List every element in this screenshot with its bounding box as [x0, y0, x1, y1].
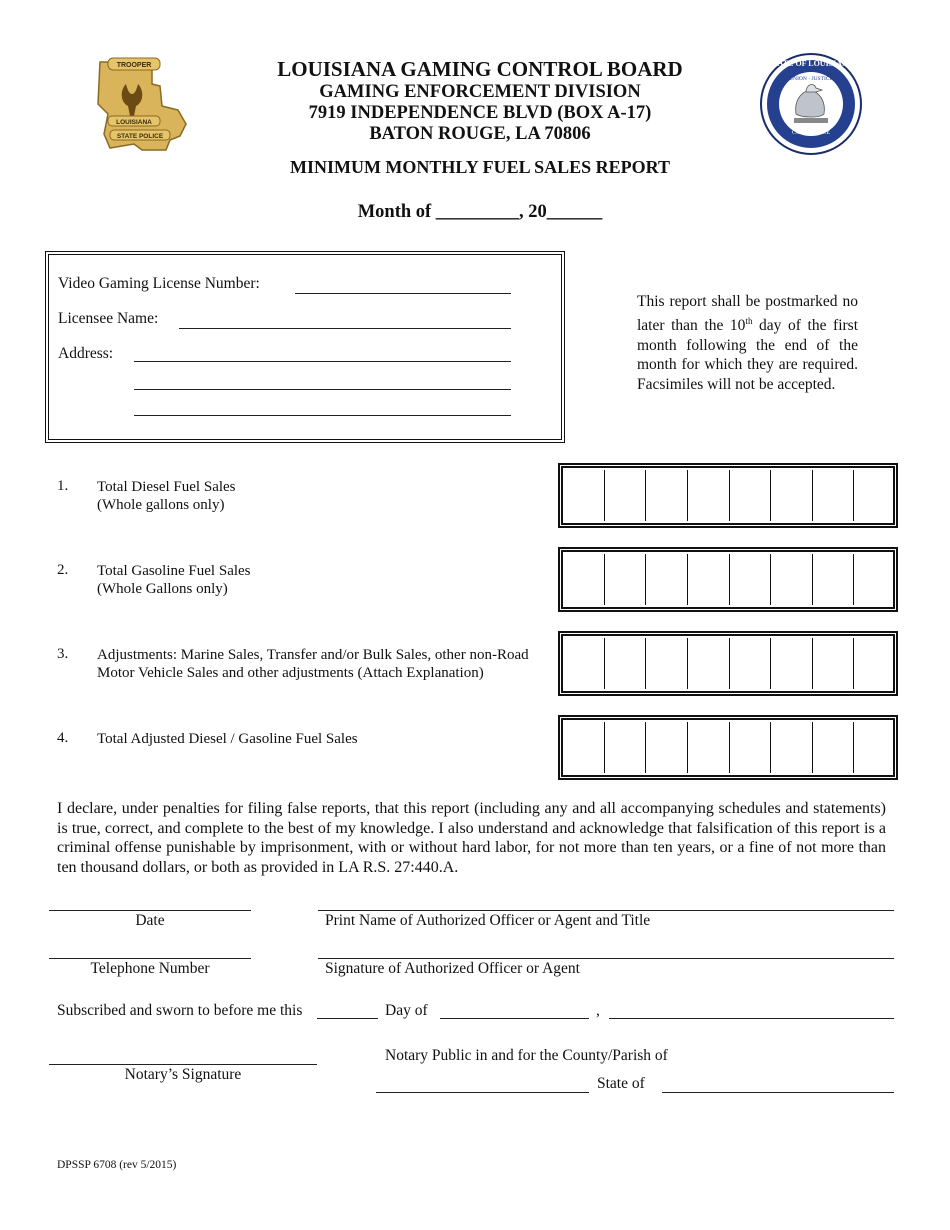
item-1-entry-box — [558, 463, 898, 528]
notary-signature-label: Notary’s Signature — [124, 1066, 242, 1083]
sworn-year-field[interactable] — [609, 1018, 894, 1019]
address-label: Address: — [58, 345, 114, 362]
state-field[interactable] — [662, 1092, 894, 1093]
postmark-notice-part2: day of the first month following the end of the month for which they are required. Facsimiles will not be accepted. — [637, 316, 859, 393]
item-4-entry-box — [558, 715, 898, 780]
agency-address-street: 7919 INDEPENDENCE BLVD (BOX A-17) — [308, 103, 652, 123]
address-field-line-1[interactable] — [134, 361, 511, 362]
report-title: MINIMUM MONTHLY FUEL SALES REPORT — [289, 157, 671, 177]
print-name-label: Print Name of Authorized Officer or Agent and Title — [325, 912, 651, 929]
item-4-digit-4[interactable] — [688, 722, 730, 773]
address-field-line-3[interactable] — [134, 415, 511, 416]
item-2-digit-8[interactable] — [854, 554, 891, 605]
postmark-notice-sup: th — [745, 315, 753, 326]
item-2-digit-4[interactable] — [688, 554, 730, 605]
item-1-line2: (Whole gallons only) — [97, 497, 225, 513]
agency-address-city: BATON ROUGE, LA 70806 — [369, 124, 591, 144]
item-1-line1: Total Diesel Fuel Sales — [97, 479, 236, 495]
item-1-digit-5[interactable] — [730, 470, 771, 521]
item-3-line1: Adjustments: Marine Sales, Transfer and/or Bulk Sales, other non-Road — [97, 647, 529, 663]
licensee-name-field[interactable] — [179, 328, 511, 329]
item-3-digit-6[interactable] — [771, 638, 813, 689]
item-1-digit-7[interactable] — [813, 470, 854, 521]
item-2-number: 2. — [57, 562, 69, 578]
declaration-text: I declare, under penalties for filing false reports, that this report (including any and all accompanying schedules and statements) is true, correct, and complete to the best of my knowledge. I also understand and acknowledge that falsification of this report is a criminal offense punishable by imprisonment, with or without hard labor, for not more than ten years, or a fine of not more than ten thousand dollars, or both as provided in LA R.S. 27:440.A. — [57, 800, 886, 877]
item-2-digit-5[interactable] — [730, 554, 771, 605]
signature-field[interactable] — [318, 958, 894, 959]
item-4-digit-5[interactable] — [730, 722, 771, 773]
badge-text-bottom: STATE POLICE — [116, 133, 164, 140]
month-of-field[interactable]: Month of _________, 20______ — [357, 202, 603, 222]
address-field-line-2[interactable] — [134, 389, 511, 390]
date-field[interactable] — [49, 910, 251, 911]
license-number-field[interactable] — [295, 293, 511, 294]
item-2-line1: Total Gasoline Fuel Sales — [97, 563, 251, 579]
state-police-badge-logo — [90, 54, 190, 154]
item-3-digit-3[interactable] — [646, 638, 688, 689]
telephone-field[interactable] — [49, 958, 251, 959]
item-1-digit-4[interactable] — [688, 470, 730, 521]
item-1-digit-6[interactable] — [771, 470, 813, 521]
item-2-digit-6[interactable] — [771, 554, 813, 605]
item-1-number: 1. — [57, 478, 69, 494]
seal-motto-top: UNION · JUSTICE — [789, 76, 833, 82]
item-1-digit-3[interactable] — [646, 470, 688, 521]
date-label: Date — [135, 912, 165, 929]
item-3-line2: Motor Vehicle Sales and other adjustments (Attach Explanation) — [97, 665, 484, 681]
postmark-notice — [637, 292, 858, 395]
notary-public-label: Notary Public in and for the County/Parish of — [385, 1047, 668, 1064]
division-title: GAMING ENFORCEMENT DIVISION — [319, 82, 641, 102]
badge-text-top: TROOPER — [116, 62, 152, 69]
item-2-digit-3[interactable] — [646, 554, 688, 605]
item-3-digit-5[interactable] — [730, 638, 771, 689]
item-1-label — [97, 478, 236, 514]
item-2-label — [97, 562, 251, 598]
county-parish-field[interactable] — [376, 1092, 589, 1093]
item-3-digit-8[interactable] — [854, 638, 891, 689]
agency-title: LOUISIANA GAMING CONTROL BOARD — [277, 57, 683, 81]
licensee-name-label: Licensee Name: — [58, 310, 159, 327]
item-3-digit-4[interactable] — [688, 638, 730, 689]
item-1-digit-1[interactable] — [565, 470, 605, 521]
notary-signature-field[interactable] — [49, 1064, 317, 1065]
item-2-digit-1[interactable] — [565, 554, 605, 605]
item-2-entry-box — [558, 547, 898, 612]
seal-ring-text: STATE OF LOUISIANA — [768, 59, 854, 68]
item-3-digit-1[interactable] — [565, 638, 605, 689]
item-4-number: 4. — [57, 730, 69, 746]
state-of-label: State of — [597, 1075, 645, 1092]
subscribed-label: Subscribed and sworn to before me this — [57, 1002, 303, 1019]
item-3-digit-2[interactable] — [605, 638, 646, 689]
item-4-digit-8[interactable] — [854, 722, 891, 773]
comma-separator: , — [596, 1002, 600, 1019]
form-id: DPSSP 6708 (rev 5/2015) — [57, 1159, 177, 1171]
item-3-label — [97, 646, 529, 682]
day-of-label: Day of — [385, 1002, 428, 1019]
badge-text-mid: LOUISIANA — [116, 119, 152, 126]
postmark-notice-part1: This report shall be postmarked no later than the 10 — [637, 293, 858, 334]
license-number-label: Video Gaming License Number: — [58, 275, 260, 292]
item-4-digit-3[interactable] — [646, 722, 688, 773]
item-4-label — [97, 730, 358, 748]
item-2-line2: (Whole Gallons only) — [97, 581, 228, 597]
item-4-digit-1[interactable] — [565, 722, 605, 773]
sworn-month-field[interactable] — [440, 1018, 589, 1019]
telephone-label: Telephone Number — [90, 960, 210, 977]
item-2-digit-7[interactable] — [813, 554, 854, 605]
print-name-field[interactable] — [318, 910, 894, 911]
item-4-digit-6[interactable] — [771, 722, 813, 773]
item-3-digit-7[interactable] — [813, 638, 854, 689]
item-1-digit-2[interactable] — [605, 470, 646, 521]
sworn-day-field[interactable] — [317, 1018, 378, 1019]
item-2-digit-2[interactable] — [605, 554, 646, 605]
item-3-entry-box — [558, 631, 898, 696]
item-3-number: 3. — [57, 646, 69, 662]
louisiana-state-seal — [750, 52, 872, 158]
seal-motto-bottom: CONFIDENCE — [791, 130, 831, 136]
signature-label: Signature of Authorized Officer or Agent — [325, 960, 580, 977]
item-1-digit-8[interactable] — [854, 470, 891, 521]
item-4-digit-2[interactable] — [605, 722, 646, 773]
licensee-info-box — [45, 251, 565, 443]
item-4-digit-7[interactable] — [813, 722, 854, 773]
item-4-line1: Total Adjusted Diesel / Gasoline Fuel Sales — [97, 731, 358, 747]
